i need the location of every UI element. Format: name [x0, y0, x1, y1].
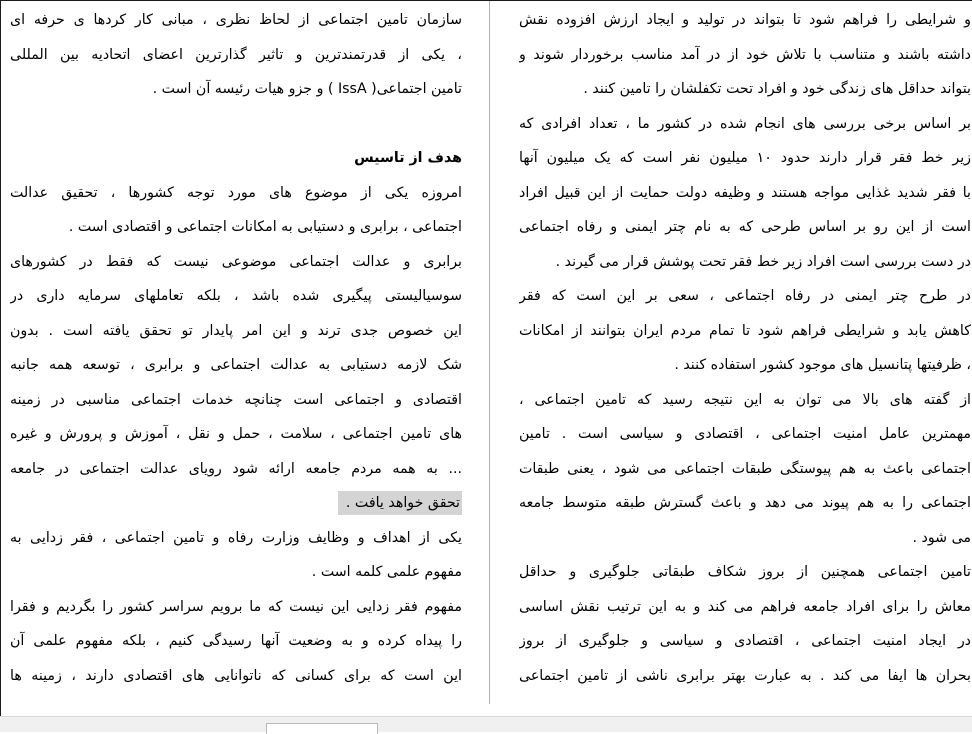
text-line: اجتماعی ، برابری و دستیابی به امکانات اجتماعی و اقتصادی است . — [68, 219, 462, 235]
text-line: مفهوم علمی کلمه است . — [311, 564, 462, 580]
text-line: ، ظرفیتها پتانسیل های موجود کشور استفاده کنند . — [674, 357, 971, 373]
text-line: یکی از اهداف و وظایف وزارت رفاه و تامین اجتماعی ، فقر زدایی به — [10, 529, 462, 546]
text-line: تامین اجتماعی همچنین از بروز شکاف طبقاتی جلوگیری و حداقل — [519, 564, 971, 580]
text-line: می شود . — [912, 529, 971, 546]
text-line: اقتصادی و اجتماعی است چنانچه خدمات اجتماعی مناسبی در زمینه — [10, 391, 462, 408]
text-line: در دست بررسی است افراد زیر خط فقر تحت پوشش قرار می گیرند . — [555, 253, 971, 270]
text-line: از گفته های بالا می توان به این نتیجه رسید که تامین اجتماعی ، — [519, 391, 971, 408]
text-line: اجتماعی را به هم پیوند می دهد و باعث گسترش طبقه متوسط جامعه — [519, 495, 971, 511]
text-line: ، یکی از قدرتمندترین و تاثیر گذارترین اعضای اتحادیه بین المللی — [10, 46, 462, 63]
text-line: بحران ها ایفا می کند . به عبارت بهتر برابری ناشی از تامین اجتماعی — [519, 667, 971, 684]
text-line: داشته باشند و متناسب با تلاش خود از در آمد مناسب برخوردار شوند و — [519, 46, 971, 63]
text-line: در ایجاد امنیت اجتماعی ، اقتصادی و سیاسی و جلوگیری از بروز — [519, 633, 971, 649]
text-line: امروزه یکی از موضوع های مورد توجه کشورها ، تحقیق عدالت — [10, 184, 462, 201]
text-line: کاهش یابد و شرایطی فراهم شود تا تمام مردم ایران بتوانند از امکانات — [519, 322, 971, 339]
text-line: در طرح چتر ایمنی در رفاه اجتماعی ، سعی بر این است که فقر — [519, 288, 971, 304]
text-line: این خصوص جدی ترند و این امر پایدار تو تحقق یافته است . بدون — [10, 322, 462, 339]
selected-text[interactable]: تحقق خواهد یافت . — [338, 491, 462, 515]
text-line: ... به همه مردم جامعه ارائه شود رویای عدالت اجتماعی در جامعه — [10, 460, 462, 477]
text-line: و شرایطی را فراهم شود تا بتواند در تولید و ایجاد ارزش افزوده نقش — [519, 12, 971, 28]
scrollbar-thumb[interactable] — [266, 723, 378, 734]
text-line: های تامین اجتماعی ، سلامت ، حمل و نقل ، آموزش و پرورش و غیره — [10, 426, 462, 442]
text-line: اجتماعی باعث به هم پیوستگی طبقات اجتماعی می شود ، یعنی طبقات — [519, 460, 971, 477]
left-text-column — [10, 3, 462, 693]
text-line: با فقر شدید غذایی مواجه هستند و وظیفه دولت حمایت از این قبیل افراد — [519, 184, 971, 201]
text-line: مهمترین عامل امنیت اجتماعی ، اقتصادی و سیاسی است . تامین — [519, 426, 971, 442]
highlighted-line — [10, 486, 462, 521]
text-line: زیر خط فقر قرار دارند حدود ۱۰ میلیون نفر است که یک میلیون آنها — [519, 150, 971, 166]
text-line: این است که برای کسانی که ناتوانایی های اقتصادی دارند ، زمینه ها — [10, 667, 462, 684]
column-divider — [489, 1, 490, 704]
text-line: معاش را برای افراد جامعه فراهم می کند و به این ترتیب نقش اساسی — [519, 598, 971, 615]
text-line: شک لازمه دستیابی به عدالت اجتماعی و برابری ، توسعه همه جانبه — [10, 357, 462, 373]
text-line: را پیداه کرده و به وضعیت آنها رسیدگی کنیم ، بلکه مفهوم علمی آن — [10, 633, 462, 649]
horizontal-scrollbar[interactable] — [0, 716, 972, 732]
text-line: سوسیالیستی پیگیری شده باشد ، بلکه تعاملهای سرمایه داری در — [10, 288, 462, 304]
text-line: بتواند حداقل های زندگی خود و افراد تحت تکفلشان را تامین کنند . — [583, 81, 971, 97]
text-line: بر اساس برخی بررسی های انجام شده در کشور ما ، تعداد افرادی که — [519, 115, 971, 132]
blank-line — [10, 107, 462, 142]
section-heading: هدف از تاسیس — [354, 150, 462, 166]
text-line: تامین اجتماعی( IssA ) و جزو هیات رئیسه آن است . — [152, 81, 462, 97]
right-text-column — [519, 3, 971, 693]
text-line: مفهوم فقر زدایی این نیست که ما برویم سراسر کشور را بگردیم و فقرا — [10, 598, 462, 615]
text-line: برابری و عدالت اجتماعی موضوعی نیست که فقط در کشورهای — [10, 253, 462, 270]
text-line: سازمان تامین اجتماعی از لحاظ نظری ، مبانی کار کردها ی حرفه ای — [10, 12, 462, 28]
text-line: است از این رو بر اساس طرحی که به نام چتر ایمنی و رفاه اجتماعی — [519, 219, 971, 235]
